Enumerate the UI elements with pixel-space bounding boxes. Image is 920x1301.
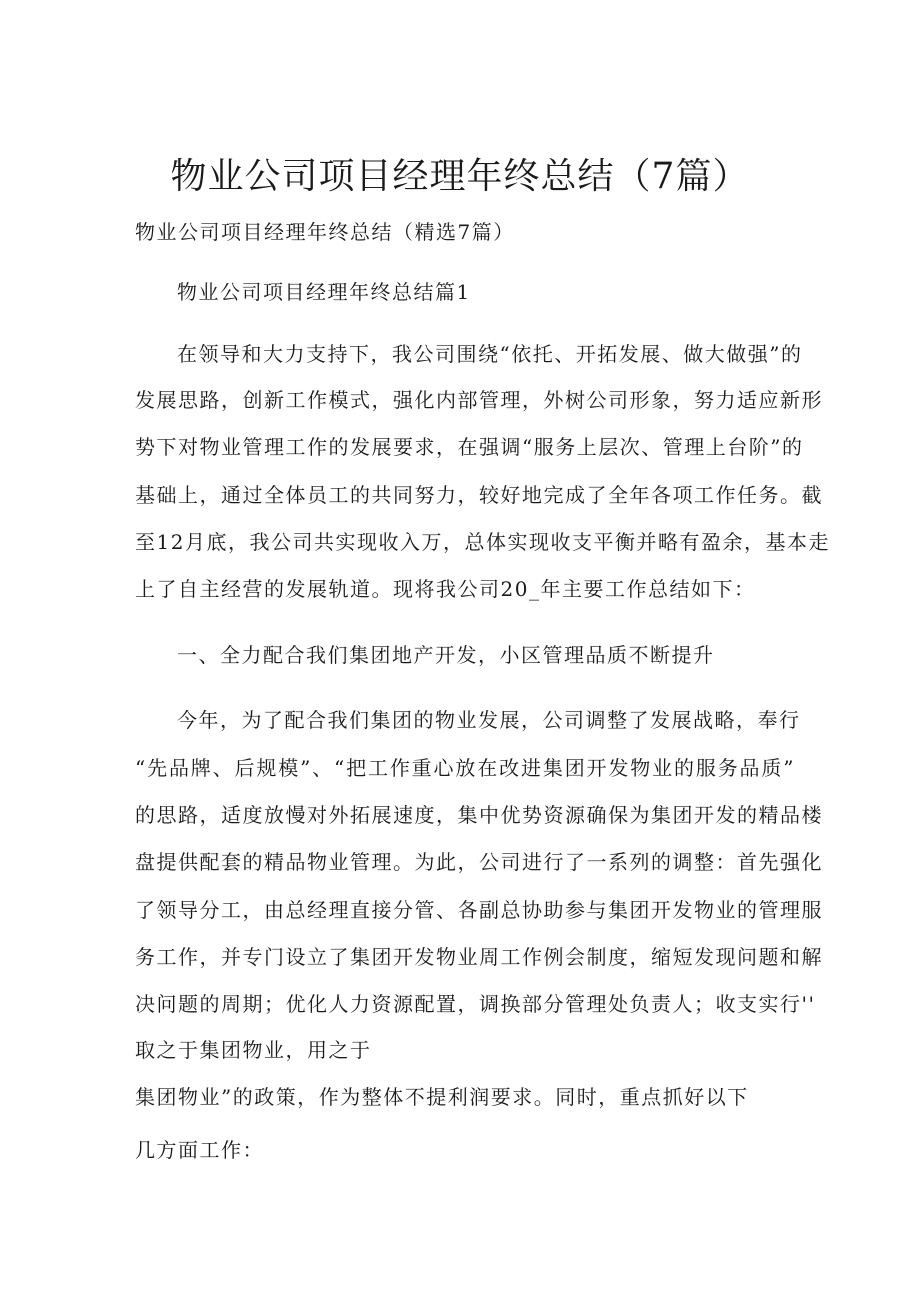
paragraph-line: 决问题的周期；优化人力资源配置，调换部分管理处负责人；收支实行'' bbox=[135, 992, 816, 1016]
document-subtitle: 物业公司项目经理年终总结（精选7篇） bbox=[135, 220, 515, 244]
paragraph-line: 盘提供配套的精品物业管理。为此，公司进行了一系列的调整：首先强化 bbox=[135, 850, 823, 874]
paragraph-line: 的思路，适度放慢对外拓展速度，集中优势资源确保为集团开发的精品楼 bbox=[135, 803, 823, 827]
paragraph-line: 了领导分工，由总经理直接分管、各副总协助参与集团开发物业的管理服 bbox=[135, 898, 823, 922]
heading-one: 一、全力配合我们集团地产开发，小区管理品质不断提升 bbox=[177, 643, 715, 667]
paragraph-line: 势下对物业管理工作的发展要求，在强调“服务上层次、管理上台阶”的 bbox=[135, 435, 804, 459]
paragraph-line: 务工作，并专门设立了集团开发物业周工作例会制度，缩短发现问题和解 bbox=[135, 945, 823, 969]
document-title: 物业公司项目经理年终总结（7篇） bbox=[170, 156, 750, 197]
paragraph-line: 在领导和大力支持下，我公司围绕“依托、开拓发展、做大做强”的 bbox=[177, 342, 803, 366]
paragraph-line: 几方面工作： bbox=[135, 1138, 264, 1162]
paragraph-line: 基础上，通过全体员工的共同努力，较好地完成了全年各项工作任务。截 bbox=[135, 483, 823, 507]
paragraph-line: 今年，为了配合我们集团的物业发展，公司调整了发展战略，奉行 bbox=[177, 708, 801, 732]
paragraph-line: 至12月底，我公司共实现收入万，总体实现收支平衡并略有盈余，基本走 bbox=[135, 530, 830, 554]
paragraph-line: 集团物业”的政策，作为整体不提利润要求。同时，重点抓好以下 bbox=[135, 1085, 749, 1109]
paragraph-line: “先品牌、后规模”、“把工作重心放在改进集团开发物业的服务品质” bbox=[135, 756, 795, 780]
section-heading: 物业公司项目经理年终总结篇1 bbox=[177, 280, 471, 304]
paragraph-line: 取之于集团物业，用之于 bbox=[135, 1038, 372, 1062]
paragraph-line: 发展思路，创新工作模式，强化内部管理，外树公司形象，努力适应新形 bbox=[135, 388, 823, 412]
paragraph-line: 上了自主经营的发展轨道。现将我公司20_年主要工作总结如下： bbox=[135, 577, 756, 601]
